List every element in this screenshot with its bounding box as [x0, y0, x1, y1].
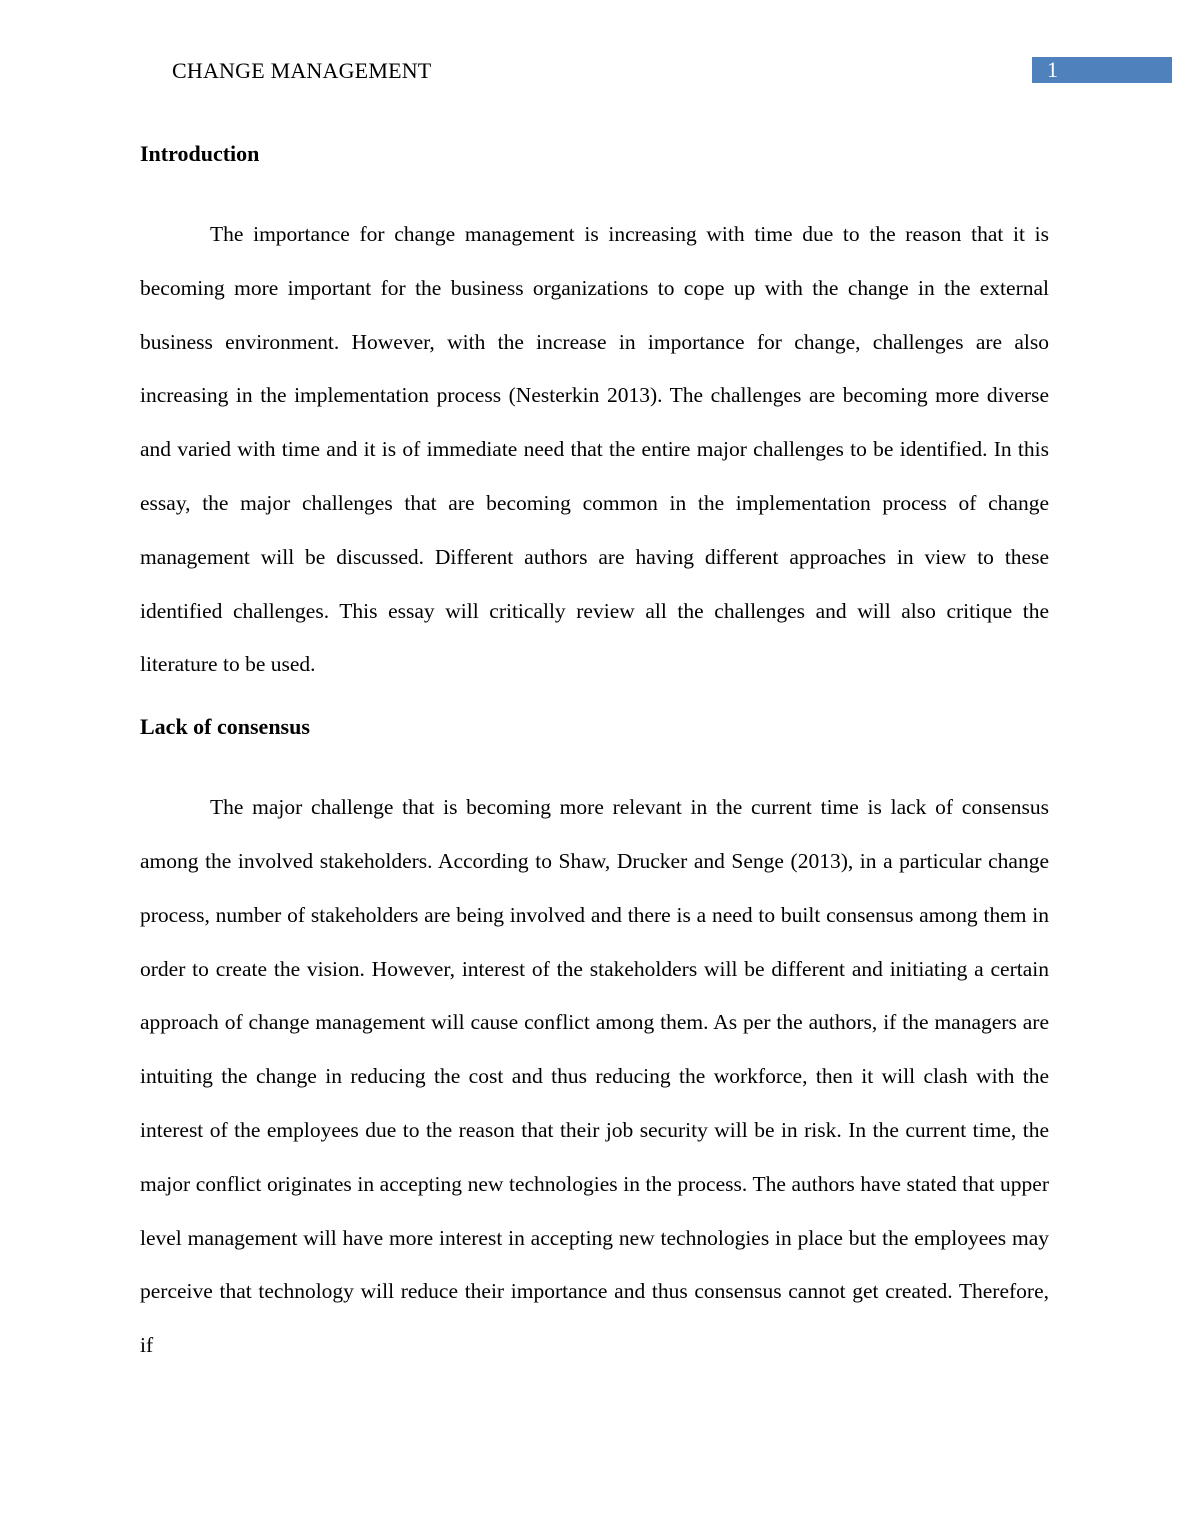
- section-heading-introduction: Introduction: [140, 141, 260, 166]
- page-number: 1: [1032, 57, 1172, 83]
- running-head: CHANGE MANAGEMENT: [172, 58, 432, 83]
- lack-of-consensus-paragraph: The major challenge that is becoming more relevant in the current time is lack of consensus among the involved stakeholders. According to Shaw, Drucker and Senge (2013), in a particular change process, number of stakeholders are being involved and there is a need to built consensus among them in order to create the vision. However, interest of the stakeholders will be different and initiating a certain approach of change management will cause conflict among them. As per the authors, if the managers are intuiting the change in reducing the cost and thus reducing the workforce, then it will clash with the interest of the employees due to the reason that their job security will be in risk. In the current time, the major conflict originates in accepting new technologies in the process. The authors have stated that upper level management will have more interest in accepting new technologies in place but the employees may perceive that technology will reduce their importance and thus consensus cannot get created. Therefore, if: [140, 795, 1049, 1358]
- section-heading-lack-of-consensus: Lack of consensus: [140, 714, 310, 740]
- introduction-paragraph: The importance for change management is increasing with time due to the reason that it is becoming more important for the business organizations to cope up with the change in the external business environment. However, with the increase in importance for change, challenges are also increasing in the implementation process (Nesterkin 2013). The challenges are becoming more diverse and varied with time and it is of immediate need that the entire major challenges to be identified. In this essay, the major challenges that are becoming common in the implementation process of change management will be discussed. Different authors are having different approaches in view to these identified challenges. This essay will critically review all the challenges and will also critique the literature to be used.: [140, 222, 1049, 677]
- document-body: [140, 135, 1049, 1373]
